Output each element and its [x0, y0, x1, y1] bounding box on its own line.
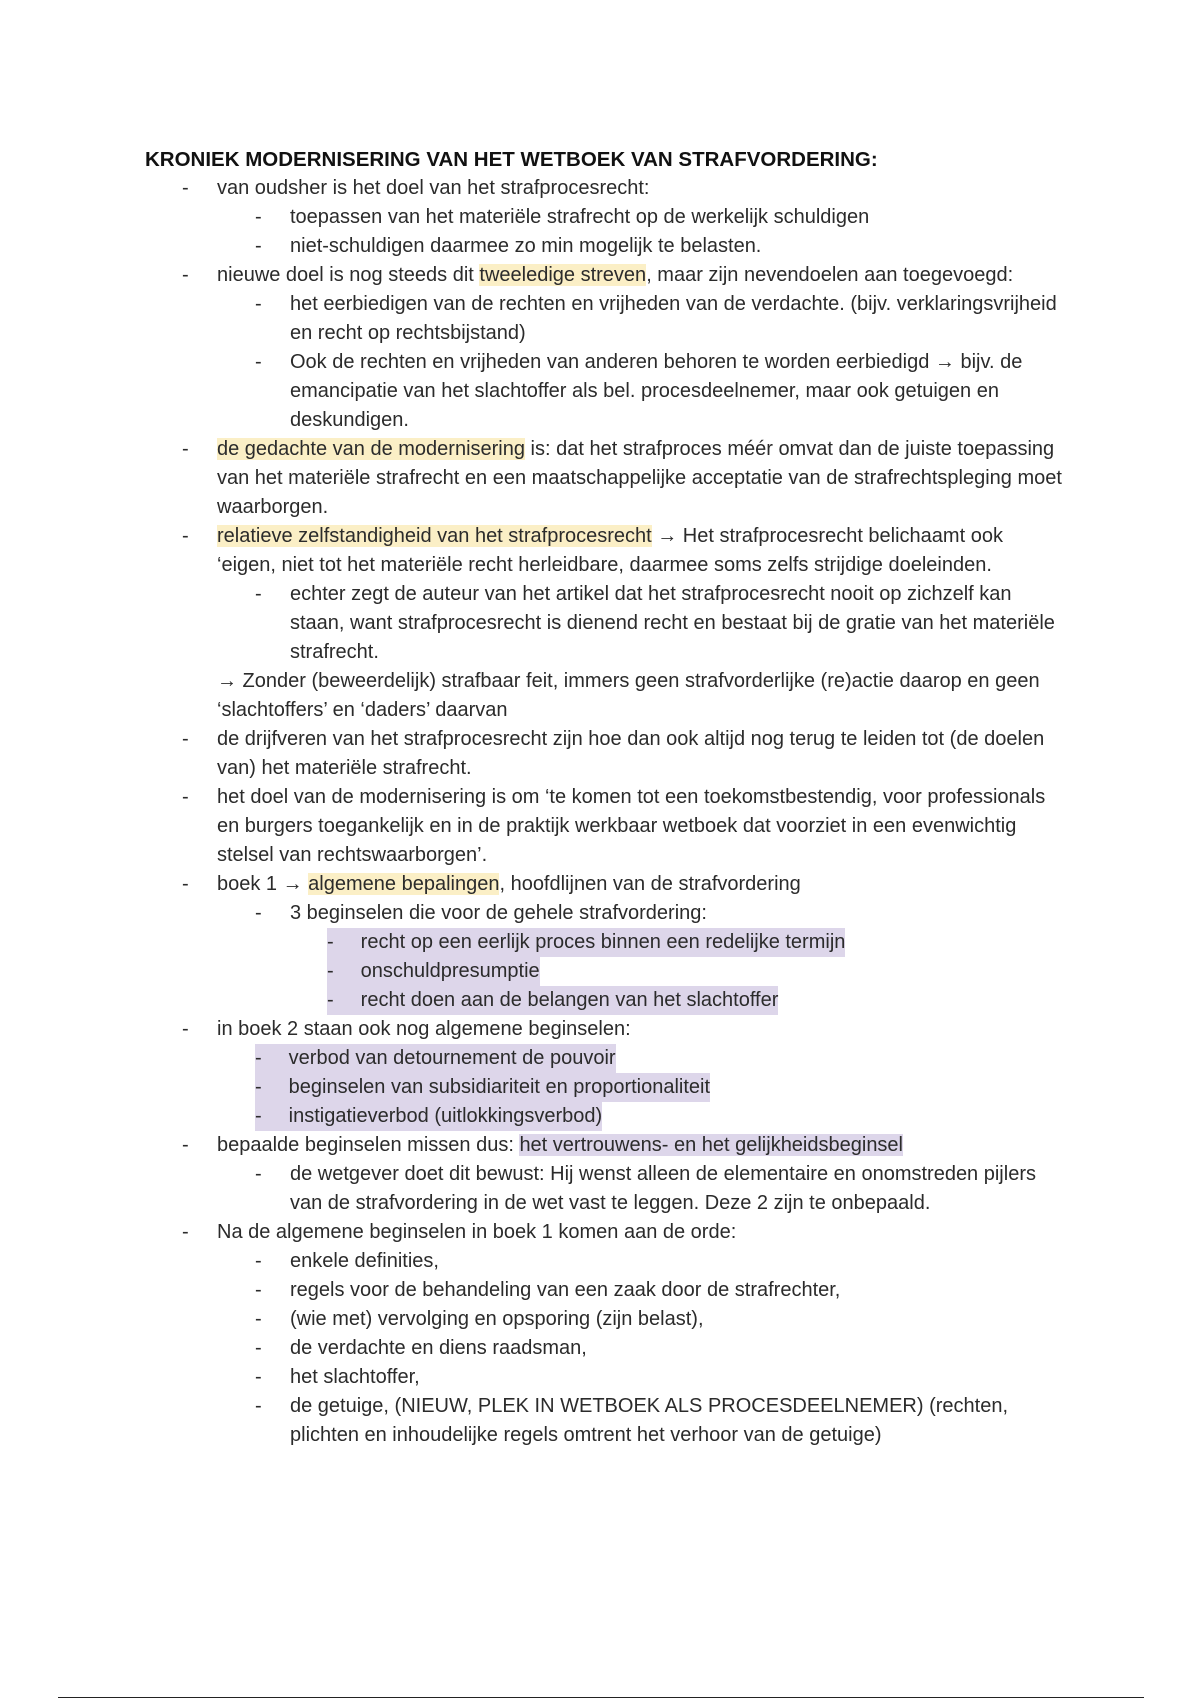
- sub-bullet: - enkele definities,: [255, 1250, 439, 1272]
- sub-bullet: - het slachtoffer,: [255, 1366, 420, 1388]
- bullet-doel-oudsher: - van oudsher is het doel van het strafprocesrecht:: [182, 177, 650, 199]
- sub-bullet: - 3 beginselen die voor de gehele strafvordering:: [255, 902, 707, 924]
- highlighted-principle: - beginselen van subsidiariteit en proportionaliteit: [145, 1073, 1065, 1102]
- bullet-beginselen-missen: - bepaalde beginselen missen dus: het vertrouwens- en het gelijkheidsbeginsel: [182, 1134, 904, 1156]
- highlight-yellow: de gedachte van de modernisering: [217, 438, 525, 460]
- highlighted-principle: - instigatieverbod (uitlokkingsverbod): [145, 1102, 1065, 1131]
- footer-divider: [58, 1697, 1144, 1698]
- highlighted-principle: - verbod van detournement de pouvoir: [145, 1044, 1065, 1073]
- highlight-yellow: relatieve zelfstandigheid van het strafprocesrecht: [217, 525, 652, 547]
- sub-bullet: - het eerbiedigen van de rechten en vrijheden van de verdachte. (bijv. verklaringsvrijheid en recht op rechtsbijstand): [255, 293, 1057, 344]
- sub-bullet: - echter zegt de auteur van het artikel dat het strafprocesrecht nooit op zichzelf kan staan, want strafprocesrecht is dienend recht en bestaat bij de gratie van het materiële strafrecht.: [255, 583, 1055, 663]
- bullet-na-algemene-beginselen: - Na de algemene beginselen in boek 1 komen aan de orde:: [182, 1221, 737, 1243]
- sub-bullet: - de wetgever doet dit bewust: Hij wenst alleen de elementaire en onomstreden pijlers van de strafvordering in de wet vast te leggen. Deze 2 zijn te onbepaald.: [255, 1163, 1036, 1214]
- highlighted-principle: - onschuldpresumptie: [145, 957, 1065, 986]
- bullet-gedachte-modernisering: - de gedachte van de modernisering is: dat het strafproces méér omvat dan de juiste toepassing van het materiële strafrecht en een maatschappelijke acceptatie van de strafrechtspleging moet waarborgen.: [182, 438, 1062, 518]
- highlight-yellow: tweeledige streven: [479, 264, 647, 286]
- highlight-purple: het vertrouwens- en het gelijkheidsbeginsel: [519, 1134, 904, 1156]
- sub-bullet: - niet-schuldigen daarmee zo min mogelijk te belasten.: [255, 235, 762, 257]
- sub-bullet: - toepassen van het materiële strafrecht op de werkelijk schuldigen: [255, 206, 870, 228]
- highlighted-principle: - recht doen aan de belangen van het slachtoffer: [145, 986, 1065, 1015]
- bullet-drijfveren: - de drijfveren van het strafprocesrecht zijn hoe dan ook altijd nog terug te leiden tot (de doelen van) het materiële strafrecht.: [182, 728, 1045, 779]
- bullet-boek-1: - boek 1 → algemene bepalingen, hoofdlijnen van de strafvordering: [182, 873, 801, 895]
- sub-bullet: - (wie met) vervolging en opsporing (zijn belast),: [255, 1308, 704, 1330]
- sub-bullet: - Ook de rechten en vrijheden van anderen behoren te worden eerbiedigd → bijv. de emancipatie van het slachtoffer als bel. procesdeelnemer, maar ook getuigen en deskundigen.: [255, 351, 1023, 431]
- sub-bullet: - de getuige, (NIEUW, PLEK IN WETBOEK ALS PROCESDEELNEMER) (rechten, plichten en inhoudelijke regels omtrent het verhoor van de getuige): [255, 1395, 1009, 1446]
- page-title: KRONIEK MODERNISERING VAN HET WETBOEK VAN STRAFVORDERING:: [145, 148, 878, 171]
- bullet-nieuwe-doel: - nieuwe doel is nog steeds dit tweeledige streven, maar zijn nevendoelen aan toegevoegd:: [182, 264, 1014, 286]
- highlight-yellow: algemene bepalingen: [308, 873, 500, 895]
- bullet-doel-modernisering: - het doel van de modernisering is om ‘te komen tot een toekomstbestendig, voor professionals en burgers toegankelijk en in de praktijk werkbaar wetboek dat voorziet in een evenwichtig stelsel van rechtswaarborgen’.: [182, 786, 1046, 866]
- sub-bullet: - de verdachte en diens raadsman,: [255, 1337, 587, 1359]
- sub-bullet: - regels voor de behandeling van een zaak door de strafrechter,: [255, 1279, 841, 1301]
- bullet-relatieve-zelfstandigheid: - relatieve zelfstandigheid van het strafprocesrecht → Het strafprocesrecht belichaamt ook ‘eigen, niet tot het materiële recht herleidbare, daarmee soms zelfs strijdige doeleinden.: [182, 525, 1003, 576]
- arrow-note: → Zonder (beweerdelijk) strafbaar feit, immers geen strafvorderlijke (re)actie daarop en geen ‘slachtoffers’ en ‘daders’ daarvan: [217, 670, 1040, 721]
- highlighted-principle: - recht op een eerlijk proces binnen een redelijke termijn: [145, 928, 1065, 957]
- document-page: [145, 145, 1065, 1450]
- bullet-boek-2: - in boek 2 staan ook nog algemene beginselen:: [182, 1018, 631, 1040]
